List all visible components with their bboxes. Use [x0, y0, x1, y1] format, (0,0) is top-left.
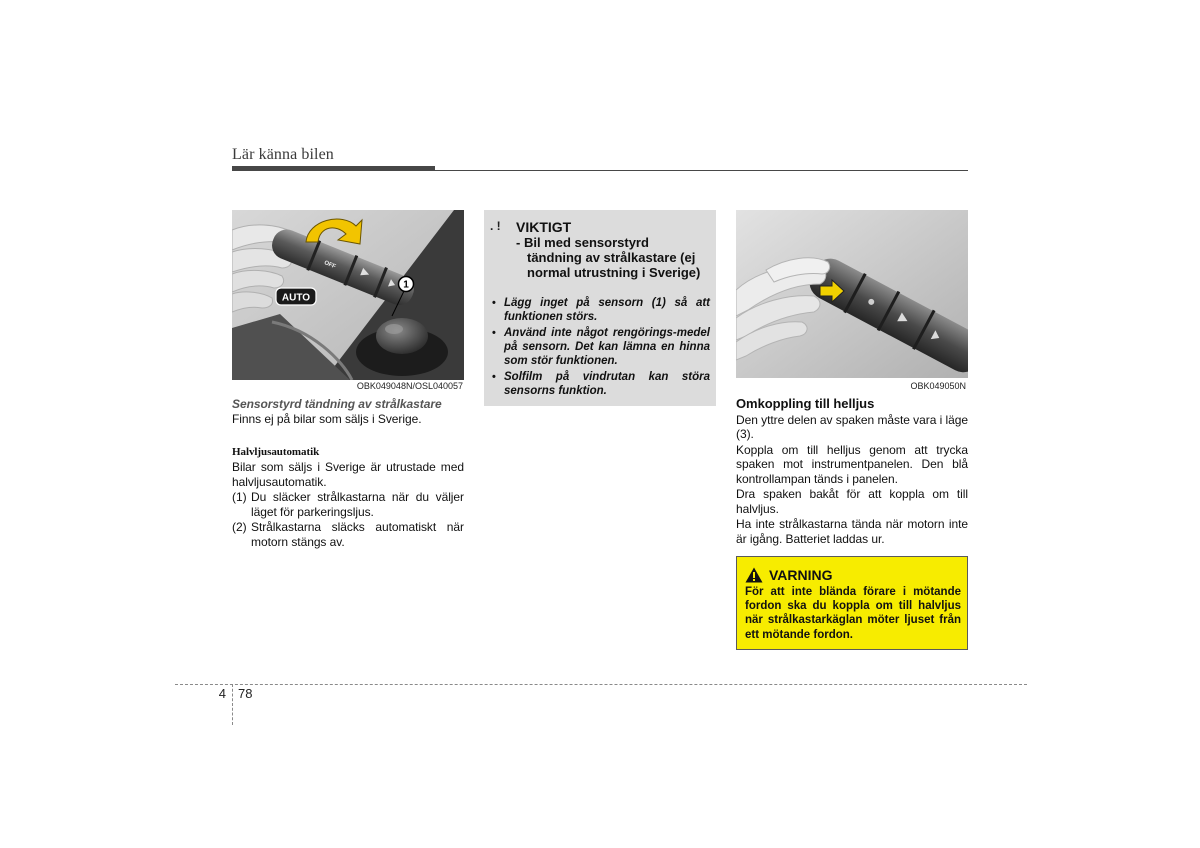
figure-code: OBK049050N — [910, 381, 966, 391]
auto-label-text: AUTO — [281, 292, 311, 304]
important-bullet: • Solfilm på vindrutan kan störa sensorns funktion. — [492, 370, 710, 398]
warning-triangle-icon — [745, 567, 763, 583]
chapter-title: Lär känna bilen — [232, 146, 334, 163]
paragraph: Koppla om till helljus genom att trycka spaken mot instrumentpanelen. Den blå kontrollampan tänds i panelen. — [736, 442, 968, 486]
header-rule-thin — [435, 170, 968, 172]
important-bullet-list — [492, 296, 710, 400]
warning-box — [736, 556, 968, 650]
figure-high-beam — [736, 210, 968, 392]
important-notice-box — [484, 210, 716, 406]
list-item-number: (2) — [232, 520, 247, 534]
paragraph: Den yttre delen av spaken måste vara i läge (3). — [736, 412, 968, 441]
list-item-number: (1) — [232, 490, 247, 504]
important-subtitle: - Bil med sensorstyrd tändning av strålkastare (ej normal utrustning i Sverige) — [516, 234, 701, 280]
availability-note: Finns ej på bilar som säljs i Sverige. — [232, 411, 422, 426]
light-sensor-illustration — [232, 210, 464, 380]
section-heading: Halvljusautomatik — [232, 446, 320, 458]
important-bullet: • Lägg inget på sensorn (1) så att funktionen störs. — [492, 296, 710, 324]
page-number: 78 — [238, 686, 253, 701]
list-item-text: Strålkastarna släcks automatiskt när motorn stängs av. — [251, 520, 464, 549]
sensor-marker-number: 1 — [403, 279, 409, 291]
paragraph: Ha inte strålkastarna tända när motorn inte är igång. Batteriet laddas ur. — [736, 517, 968, 546]
list-item — [232, 490, 464, 519]
footer-divider — [232, 684, 233, 725]
intro-paragraph: Bilar som säljs i Sverige är utrustade med halvljusautomatik. — [232, 460, 464, 489]
chapter-number: 4 — [218, 686, 226, 701]
figure-light-sensor — [232, 210, 464, 392]
warning-text: För att inte blända förare i mötande fordon ska du koppla om till halvljus när strålkastarkäglan möter ljuset från ett mötande fordon. — [745, 586, 961, 641]
header-rule-thick — [232, 166, 435, 171]
important-bullet: • Använd inte något rengörings-medel på sensorn. Det kan lämna en hinna som stör funktionen. — [492, 326, 710, 368]
off-position-label: OFF — [323, 260, 337, 271]
list-item — [232, 520, 464, 549]
figure-code: OBK049048N/OSL040057 — [356, 381, 463, 391]
list-item-text: Du släcker strålkastarna när du väljer läget för parkeringsljus. — [251, 490, 464, 519]
left-column — [232, 397, 464, 549]
important-title: VIKTIGT — [516, 219, 572, 235]
figure-caption: Sensorstyrd tändning av strålkastare — [232, 397, 442, 411]
high-beam-illustration — [736, 210, 968, 378]
auto-position-label — [276, 288, 316, 305]
section-heading: Omkoppling till helljus — [736, 396, 875, 411]
footer-rule — [175, 684, 1027, 685]
warning-title: VARNING — [769, 567, 833, 583]
important-icon: . ! — [490, 219, 501, 233]
paragraph: Dra spaken bakåt för att koppla om till halvljus. — [736, 487, 968, 516]
right-column — [736, 397, 968, 546]
